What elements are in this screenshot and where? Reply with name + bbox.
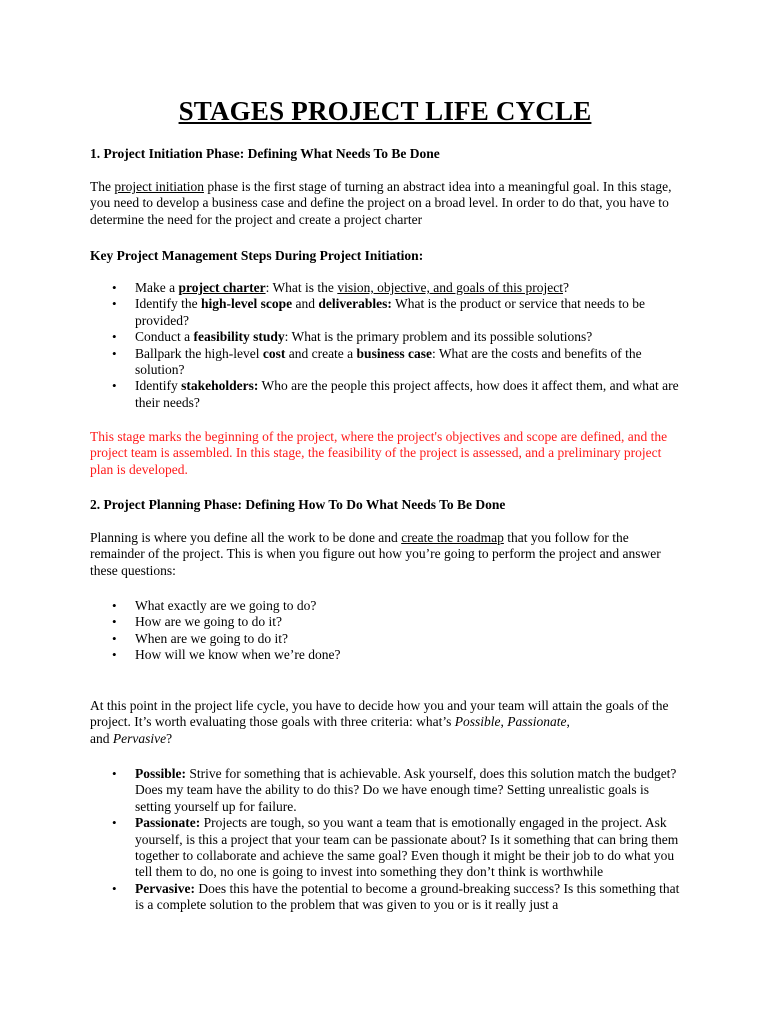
criterion-text: Projects are tough, so you want a team that is emotionally engaged in the project. Ask yourself, is this a project that your team can be passionate about? Is it something that can bring them together to collaborate and achieve the same goal? Even though it might be their job to do what you tell them to do, no one is going to invest into something they don’t think is worthwhile (135, 815, 679, 880)
criterion-term: Possible: (135, 766, 187, 781)
list-item (90, 815, 680, 881)
intro-text: The (90, 179, 115, 194)
criteria-intro (90, 698, 675, 747)
list-item: • When are we going to do it? (90, 631, 680, 647)
item-text: Ballpark the high-level (135, 345, 263, 361)
section1-intro (90, 179, 675, 228)
item-text: Who are the people this project affects, how does it affect them, and what are their needs? (135, 378, 679, 410)
project-initiation-link[interactable]: project initiation (114, 179, 204, 194)
list-item (90, 346, 680, 379)
criteria-text: At this point in the project life cycle, you have to decide how you and your team will attain the goals of the project. It’s worth evaluating those goals with three criteria: what’s (90, 698, 669, 730)
item-text: : What is the primary problem and its possible solutions? (284, 329, 593, 345)
section2-heading: 2. Project Planning Phase: Defining How To Do What Needs To Be Done (90, 497, 506, 512)
page-title: STAGES PROJECT LIFE CYCLE (178, 96, 592, 126)
steps-heading: Key Project Management Steps During Project Initiation: (90, 248, 424, 263)
item-bold: cost (262, 345, 286, 361)
intro-text-cont: that you follow for the remainder of the project. This is when you figure out how you’re going to perform the project and answer these questions: (90, 530, 661, 578)
item-bold: stakeholders: (181, 378, 259, 394)
criterion-term: Pervasive: (135, 880, 195, 896)
criteria-text: ? (166, 730, 173, 746)
criterion-text: Does this have the potential to become a ground-breaking success? Is this something that is a complete solution to the problem that was given to you or is it really just a (135, 880, 680, 913)
item-text: Identify the (135, 296, 201, 312)
list-item (90, 280, 680, 296)
list-item (90, 329, 680, 345)
criterion-text: Strive for something that is achievable. Ask yourself, does this solution match the budget? Does my team have the ability to do this? Do we have enough time? Setting unrealistic goals is setting yourself up for failure. (135, 766, 677, 814)
section1-heading: 1. Project Initiation Phase: Defining What Needs To Be Done (90, 146, 440, 161)
item-text: Conduct a (135, 329, 194, 345)
criterion-term: Passionate: (135, 815, 201, 831)
intro-text: Planning is where you define all the work to be done and (90, 530, 402, 545)
item-text: What is the product or service that needs to be provided? (135, 296, 646, 328)
separator: , (500, 714, 508, 730)
criteria-list (90, 766, 680, 914)
criterion-pervasive: Pervasive (112, 730, 167, 746)
item-text: : What are the costs and benefits of the solution? (135, 345, 642, 378)
item-bold: feasibility study (193, 329, 285, 345)
planning-questions-list (90, 598, 680, 664)
list-item (90, 296, 680, 329)
criteria-text: and (90, 730, 113, 746)
initiation-steps-list (90, 280, 680, 411)
item-text: ? (563, 280, 570, 295)
list-item (90, 766, 680, 815)
item-bold: high-level scope (200, 296, 293, 312)
create-roadmap-link[interactable]: create the roadmap (401, 530, 504, 545)
item-text: Identify (135, 378, 182, 394)
criterion-passionate: Passionate (507, 714, 567, 730)
list-item (90, 881, 680, 914)
section2-intro (90, 530, 675, 579)
item-bold: deliverables: (318, 296, 392, 312)
item-text: : What is the (265, 280, 338, 295)
list-item (90, 378, 680, 411)
item-bold: business case (356, 345, 432, 361)
list-item: • How are we going to do it? (90, 614, 680, 630)
criterion-possible: Possible (454, 714, 501, 730)
project-charter-link[interactable]: project charter (178, 280, 266, 295)
item-text: Make a (135, 280, 179, 295)
item-text: and (292, 296, 319, 312)
separator: , (566, 714, 570, 730)
stage-summary-note: This stage marks the beginning of the project, where the project's objectives and scope are defined, and the project team is assembled. In this stage, the feasibility of the project is assessed, and a preliminary project plan is developed. (90, 429, 668, 477)
item-text: and create a (285, 345, 357, 361)
list-item: • How will we know when we’re done? (90, 647, 680, 663)
intro-text-cont: phase is the first stage of turning an abstract idea into a meaningful goal. In this stage, you need to develop a business case and define the project on a broad level. In order to do that, you have to determine the need for the project and create a project charter (90, 179, 672, 227)
list-item: • What exactly are we going to do? (90, 598, 680, 614)
vision-goals-link[interactable]: vision, objective, and goals of this project (337, 280, 564, 295)
